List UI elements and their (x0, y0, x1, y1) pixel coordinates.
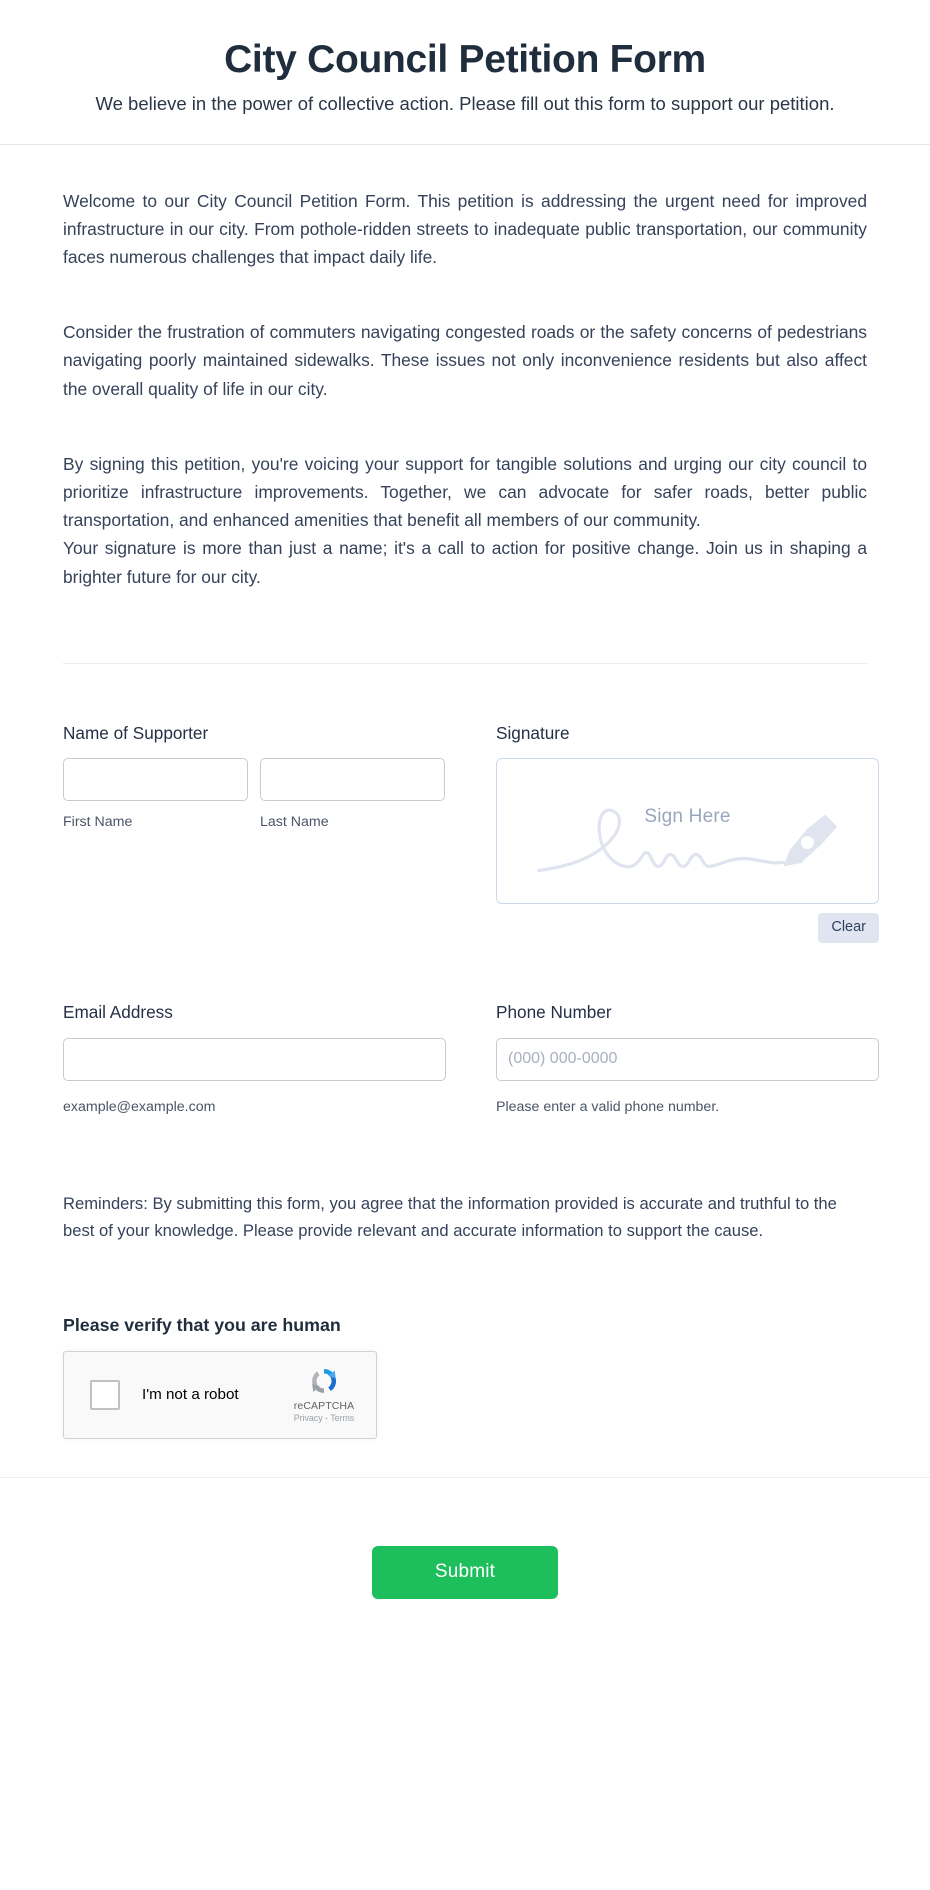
recaptcha-widget[interactable] (63, 1351, 377, 1439)
clear-signature-button[interactable]: Clear (818, 913, 879, 943)
first-name-input[interactable] (63, 758, 248, 801)
submit-area (0, 1514, 930, 1639)
signature-pad-inner (497, 806, 878, 842)
page-title: City Council Petition Form (224, 38, 706, 81)
recaptcha-icon (306, 1363, 342, 1399)
email-input[interactable] (63, 1038, 446, 1081)
recaptcha-branding (284, 1363, 364, 1425)
field-group-signature (496, 722, 879, 944)
signature-clear-row (496, 913, 879, 943)
signature-pad[interactable] (496, 758, 879, 904)
last-name-sublabel: Last Name (260, 814, 329, 831)
intro-paragraph-2: Consider the frustration of commuters navigating congested roads or the safety concerns of pedestrians navigating poorly maintained sidewalks. These issues not only inconvenience residents but also affect the overall quality of life in our city. (63, 322, 867, 399)
form-fields (0, 722, 930, 1115)
reminders-text: Reminders: By submitting this form, you agree that the information provided is accurate and truthful to the best of your knowledge. Please provide relevant and accurate information to support the cause. (63, 1193, 837, 1240)
submit-button[interactable]: Submit (372, 1546, 558, 1599)
email-field-label: Email Address (63, 1002, 173, 1023)
recaptcha-checkbox[interactable] (90, 1380, 120, 1410)
form-header (0, 0, 930, 145)
field-group-email (63, 1001, 446, 1114)
intro-paragraph-4: Your signature is more than just a name; it's a call to action for positive change. Join us in shaping a brighter future for our city. (63, 538, 867, 587)
signature-field-label: Signature (496, 722, 570, 743)
field-group-name (63, 722, 446, 944)
phone-input[interactable] (496, 1038, 879, 1081)
footer-divider (0, 1477, 930, 1478)
section-divider (63, 663, 867, 664)
last-name-input[interactable] (260, 758, 445, 801)
name-input-pair (63, 758, 446, 801)
reminders-block (0, 1191, 930, 1245)
captcha-label: Please verify that you are human (63, 1314, 341, 1335)
phone-hint: Please enter a valid phone number. (496, 1098, 720, 1115)
captcha-section (0, 1315, 930, 1439)
intro-paragraph-1: Welcome to our City Council Petition Form. This petition is addressing the urgent need for improved infrastructure in our city. From pothole-ridden streets to inadequate public transportation, our community faces numerous challenges that impact daily life. (63, 190, 867, 268)
intro-paragraph-3: By signing this petition, you're voicing your support for tangible solutions and urging our city council to prioritize infrastructure improvements. Together, we can advocate for safer roads, better public transportation, and enhanced amenities that benefit all members of our community. (63, 453, 867, 531)
name-sublabel-row (63, 801, 446, 831)
sign-here-text: Sign Here (644, 806, 731, 828)
recaptcha-brand-name: reCAPTCHA (293, 1399, 355, 1412)
field-row-email-phone (63, 1001, 867, 1114)
first-name-sublabel: First Name (63, 814, 133, 831)
recaptcha-legal-links[interactable]: Privacy - Terms (293, 1413, 355, 1424)
spacer (0, 1439, 930, 1477)
page-subtitle: We believe in the power of collective action. Please fill out this form to support our petition. (95, 92, 835, 114)
recaptcha-checkbox-label: I'm not a robot (142, 1386, 239, 1404)
field-group-phone (496, 1001, 879, 1114)
name-field-label: Name of Supporter (63, 722, 209, 743)
intro-text-block (0, 145, 930, 591)
email-hint: example@example.com (63, 1098, 216, 1115)
phone-field-label: Phone Number (496, 1002, 612, 1023)
field-row-name-signature (63, 722, 867, 944)
